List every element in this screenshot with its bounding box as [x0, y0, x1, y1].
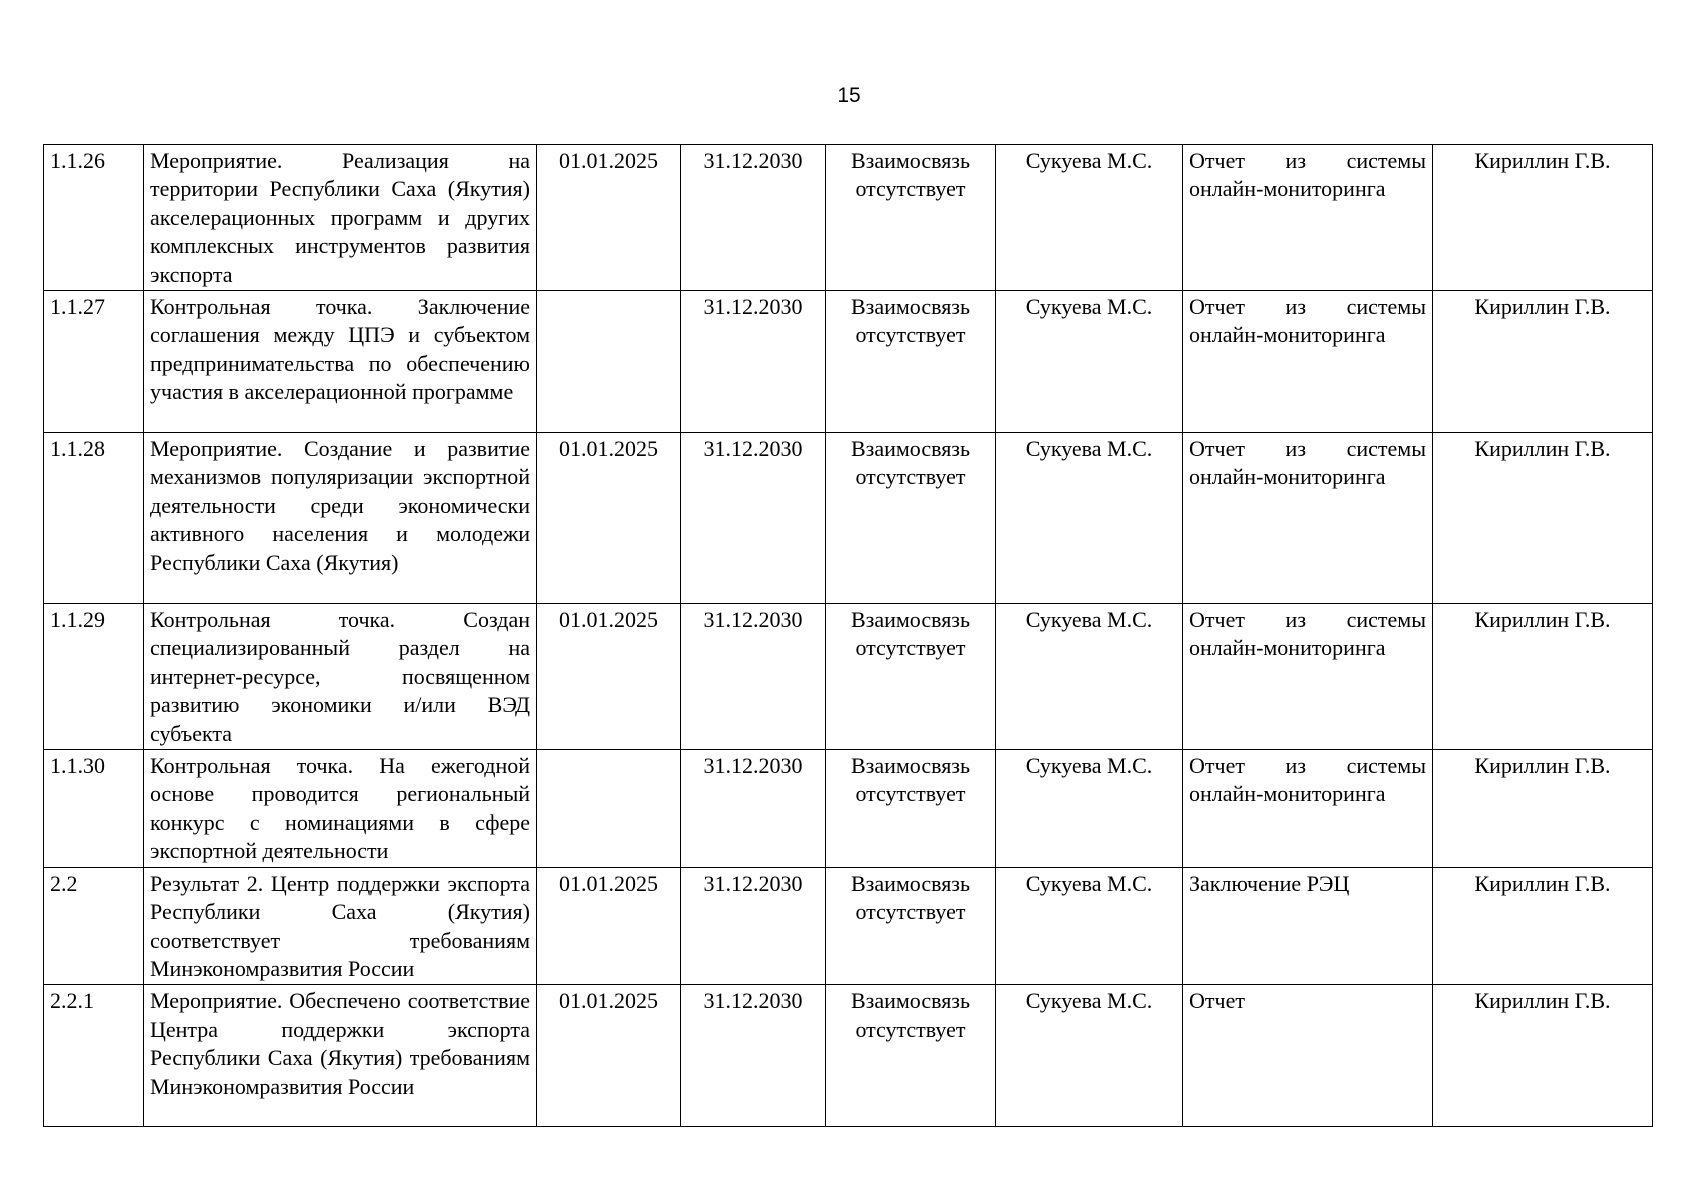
row-relation: Взаимосвязь отсутствует	[826, 867, 996, 985]
row-relation: Взаимосвязь отсутствует	[826, 145, 996, 291]
row-document: Отчет из системы онлайн-мониторинга	[1183, 291, 1433, 433]
row-description: Мероприятие. Обеспечено соответствие Центра поддержки экспорта Республики Саха (Якутия) требованиям Минэкономразвития России	[144, 985, 537, 1127]
row-end-date: 31.12.2030	[681, 145, 826, 291]
row-end-date: 31.12.2030	[681, 604, 826, 750]
row-document: Отчет из системы онлайн-мониторинга	[1183, 604, 1433, 750]
row-document: Заключение РЭЦ	[1183, 867, 1433, 985]
row-start-date: 01.01.2025	[537, 433, 681, 604]
row-start-date: 01.01.2025	[537, 604, 681, 750]
table-row	[44, 291, 1653, 433]
table-row	[44, 604, 1653, 750]
row-start-date: 01.01.2025	[537, 145, 681, 291]
row-responsible: Сукуева М.С.	[996, 145, 1183, 291]
row-description: Результат 2. Центр поддержки экспорта Республики Саха (Якутия) соответствует требованиям Минэкономразвития России	[144, 867, 537, 985]
row-confirmer: Кириллин Г.В.	[1433, 750, 1653, 868]
row-responsible: Сукуева М.С.	[996, 291, 1183, 433]
row-confirmer: Кириллин Г.В.	[1433, 433, 1653, 604]
table-row	[44, 867, 1653, 985]
row-relation: Взаимосвязь отсутствует	[826, 604, 996, 750]
row-confirmer: Кириллин Г.В.	[1433, 867, 1653, 985]
table-row	[44, 750, 1653, 868]
row-document: Отчет	[1183, 985, 1433, 1127]
table-row	[44, 433, 1653, 604]
row-document: Отчет из системы онлайн-мониторинга	[1183, 433, 1433, 604]
row-start-date: 01.01.2025	[537, 867, 681, 985]
row-description: Контрольная точка. Заключение соглашения между ЦПЭ и субъектом предпринимательства по обеспечению участия в акселерационной программе	[144, 291, 537, 433]
row-responsible: Сукуева М.С.	[996, 867, 1183, 985]
row-number: 1.1.27	[44, 291, 144, 433]
plan-table	[43, 144, 1653, 1127]
table-row	[44, 145, 1653, 291]
row-description: Мероприятие. Создание и развитие механизмов популяризации экспортной деятельности среди экономически активного населения и молодежи Республики Саха (Якутия)	[144, 433, 537, 604]
table-row	[44, 985, 1653, 1127]
row-description: Контрольная точка. Создан специализированный раздел на интернет-ресурсе, посвященном развитию экономики и/или ВЭД субъекта	[144, 604, 537, 750]
row-relation: Взаимосвязь отсутствует	[826, 750, 996, 868]
row-description: Контрольная точка. На ежегодной основе проводится региональный конкурс с номинациями в сфере экспортной деятельности	[144, 750, 537, 868]
row-end-date: 31.12.2030	[681, 867, 826, 985]
row-start-date	[537, 750, 681, 868]
row-end-date: 31.12.2030	[681, 291, 826, 433]
row-confirmer: Кириллин Г.В.	[1433, 291, 1653, 433]
row-number: 2.2	[44, 867, 144, 985]
row-confirmer: Кириллин Г.В.	[1433, 145, 1653, 291]
row-relation: Взаимосвязь отсутствует	[826, 985, 996, 1127]
row-document: Отчет из системы онлайн-мониторинга	[1183, 145, 1433, 291]
row-number: 1.1.30	[44, 750, 144, 868]
row-number: 1.1.28	[44, 433, 144, 604]
row-number: 1.1.26	[44, 145, 144, 291]
row-number: 1.1.29	[44, 604, 144, 750]
row-responsible: Сукуева М.С.	[996, 433, 1183, 604]
row-start-date: 01.01.2025	[537, 985, 681, 1127]
row-responsible: Сукуева М.С.	[996, 750, 1183, 868]
row-document: Отчет из системы онлайн-мониторинга	[1183, 750, 1433, 868]
row-responsible: Сукуева М.С.	[996, 604, 1183, 750]
row-confirmer: Кириллин Г.В.	[1433, 985, 1653, 1127]
row-end-date: 31.12.2030	[681, 433, 826, 604]
row-start-date	[537, 291, 681, 433]
row-end-date: 31.12.2030	[681, 985, 826, 1127]
row-relation: Взаимосвязь отсутствует	[826, 433, 996, 604]
row-confirmer: Кириллин Г.В.	[1433, 604, 1653, 750]
page-number: 15	[837, 84, 861, 107]
row-responsible: Сукуева М.С.	[996, 985, 1183, 1127]
row-relation: Взаимосвязь отсутствует	[826, 291, 996, 433]
row-end-date: 31.12.2030	[681, 750, 826, 868]
row-number: 2.2.1	[44, 985, 144, 1127]
row-description: Мероприятие. Реализация на территории Республики Саха (Якутия) акселерационных программ и других комплексных инструментов развития экспорта	[144, 145, 537, 291]
